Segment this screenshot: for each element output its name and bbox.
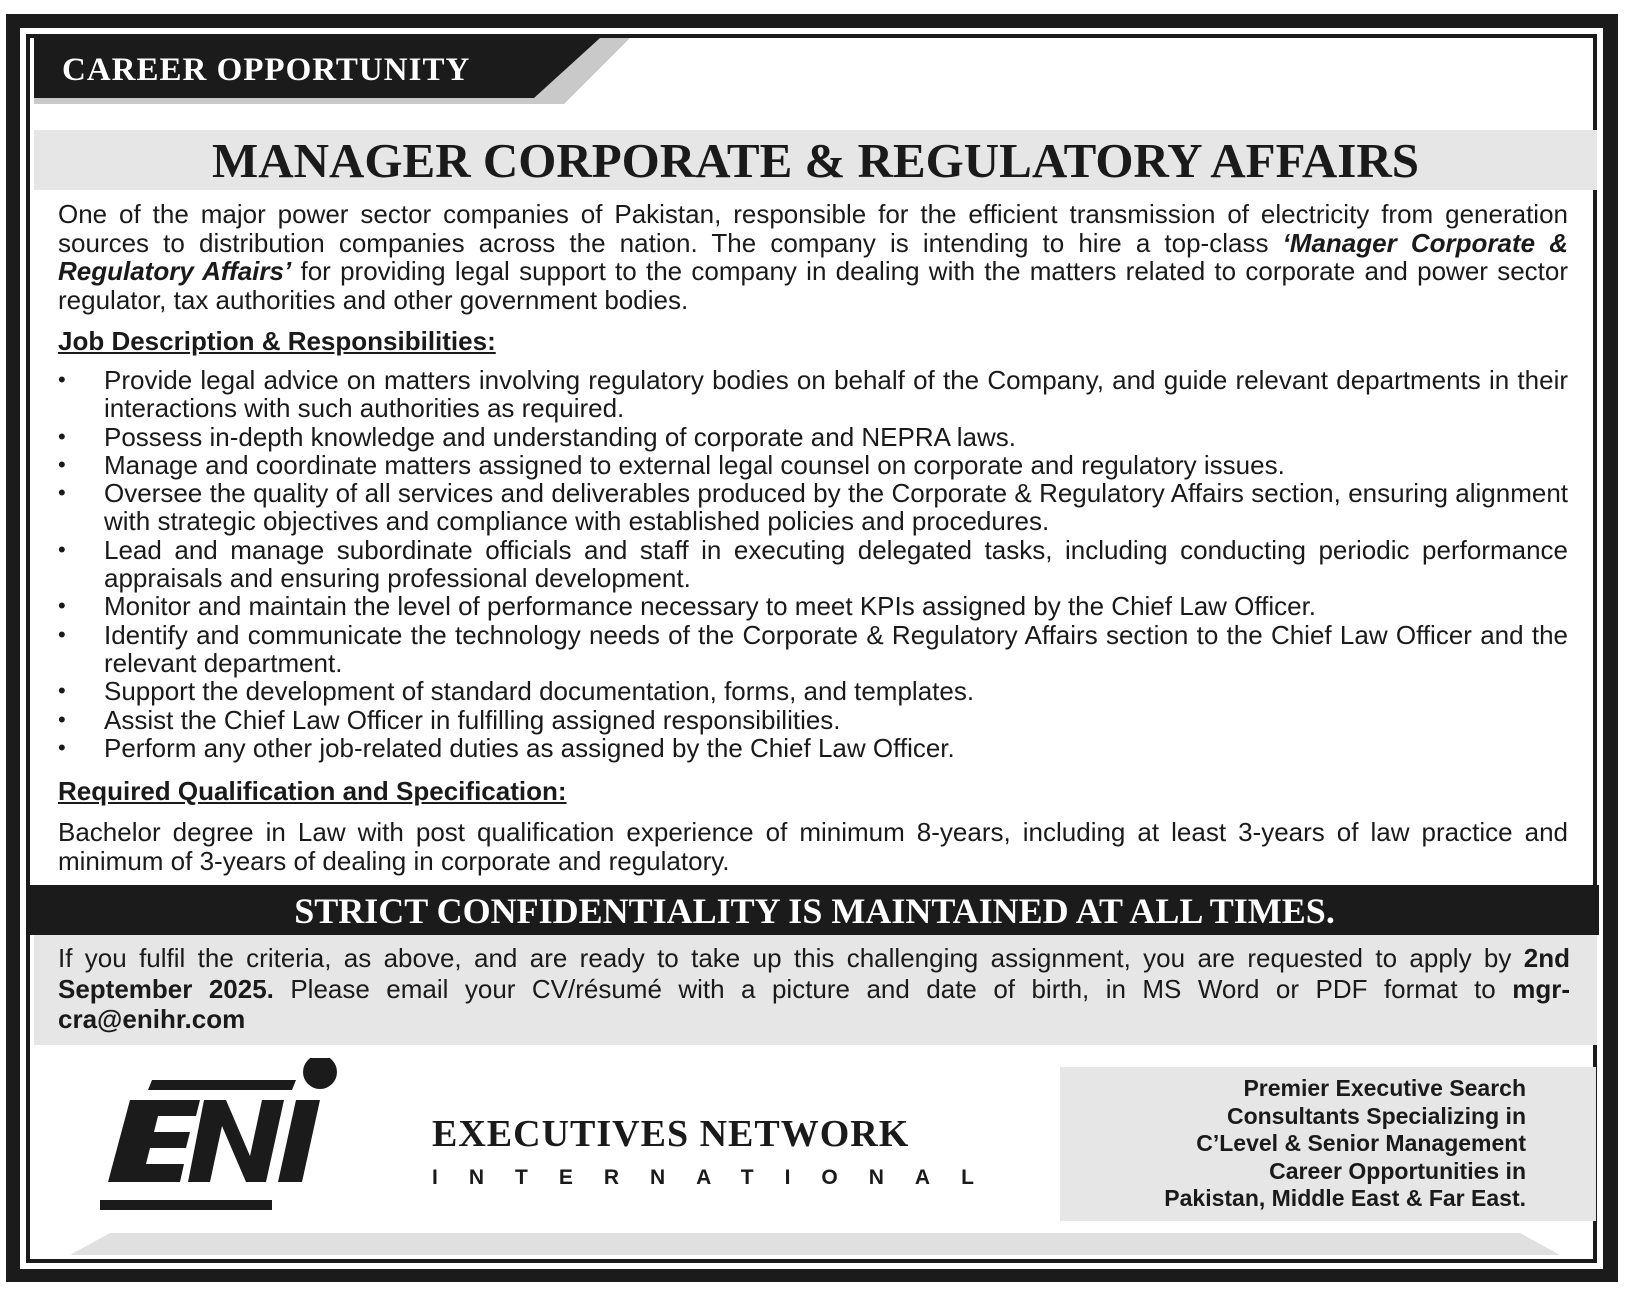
list-item-text: Monitor and maintain the level of performance necessary to meet KPIs assigned by the Chief Law Officer. xyxy=(104,591,1317,622)
list-item-text: Perform any other job-related duties as assigned by the Chief Law Officer. xyxy=(104,732,955,763)
eni-logo xyxy=(100,1058,360,1223)
list-item xyxy=(58,479,1568,536)
confidentiality-text: STRICT CONFIDENTIALITY IS MAINTAINED AT ALL TIMES. xyxy=(294,891,1335,931)
apply-band xyxy=(34,935,1597,1045)
intro-paragraph xyxy=(58,200,1568,314)
list-item-text: Provide legal advice on matters involving regulatory bodies on behalf of the Company, and guide relevant departments in their interactions with such authorities as required. xyxy=(104,365,1568,424)
apply-text-middle: Please email your CV/résumé with a picture and date of birth, in MS Word or PDF format to xyxy=(273,973,1513,1004)
confidentiality-band xyxy=(30,885,1599,935)
bullet-icon: • xyxy=(58,621,66,647)
intro-text-before: One of the major power sector companies of Pakistan, responsible for the efficient transmission of electricity from generation sources to distribution companies across the nation. The company is intending to hire a top-class xyxy=(58,199,1568,258)
qualification-paragraph xyxy=(58,818,1568,875)
qualification-text: Bachelor degree in Law with post qualification experience of minimum 8-years, including at least 3-years of law practice and minimum of 3-years of dealing in corporate and regulatory. xyxy=(58,817,1568,876)
email-link[interactable]: mgr-cra@enihr.com xyxy=(58,973,1570,1034)
qualification-heading: Required Qualification and Specification: xyxy=(58,776,567,806)
responsibilities-heading: Job Description & Responsibilities: xyxy=(58,326,496,356)
bullet-icon: • xyxy=(58,593,66,619)
list-item-text: Lead and manage subordinate officials and staff in executing delegated tasks, including conducting periodic performance appraisals and ensuring professional development. xyxy=(104,534,1568,594)
list-item-text: Oversee the quality of all services and deliverables produced by the Corporate & Regulatory Affairs section, ensuring alignment with strategic objectives and compliance with established policies and procedures. xyxy=(104,478,1568,537)
career-opportunity-tab xyxy=(34,38,630,104)
bullet-icon: • xyxy=(58,706,66,732)
tab-label: CAREER OPPORTUNITY xyxy=(62,52,471,88)
title-band xyxy=(34,130,1597,190)
list-item xyxy=(58,451,1568,479)
position-name: ‘Manager Corporate & Regulatory Affairs’ xyxy=(58,227,1568,286)
tagline-line: Consultants Specializing in xyxy=(1226,1102,1526,1129)
eni-logo-mark xyxy=(100,1058,360,1223)
list-item xyxy=(58,423,1568,451)
list-item xyxy=(58,366,1568,423)
bullet-icon: • xyxy=(58,734,66,760)
bullet-icon: • xyxy=(58,423,66,449)
apply-text-before: If you fulfil the criteria, as above, and are ready to take up this challenging assignment, you are requested to apply by xyxy=(58,943,1524,973)
bullet-icon: • xyxy=(58,536,66,562)
tagline-text xyxy=(1164,1075,1526,1213)
intro-text-after: for providing legal support to the company in dealing with the matters related to corporate and power sector regulator, tax authorities and other government bodies. xyxy=(58,256,1569,315)
tagline-line: Career Opportunities in xyxy=(1269,1157,1526,1184)
bullet-icon: • xyxy=(58,367,66,392)
company-name: EXECUTIVES NETWORK xyxy=(432,1113,910,1155)
bottom-decorative-strip xyxy=(70,1233,1560,1255)
list-item-text: Support the development of standard documentation, forms, and templates. xyxy=(104,676,975,707)
bullet-icon: • xyxy=(58,678,66,704)
list-item xyxy=(58,621,1568,678)
page-title: MANAGER CORPORATE & REGULATORY AFFAIRS xyxy=(212,133,1419,188)
tagline-line: Pakistan, Middle East & Far East. xyxy=(1164,1185,1526,1211)
list-item xyxy=(58,706,1568,734)
tagline-box xyxy=(1060,1067,1596,1221)
list-item xyxy=(58,734,1568,762)
list-item-text: Assist the Chief Law Officer in fulfilling assigned responsibilities. xyxy=(104,704,841,735)
tagline-line: C’Level & Senior Management xyxy=(1196,1130,1526,1156)
bullet-icon: • xyxy=(58,451,66,477)
tagline-line: Premier Executive Search xyxy=(1243,1075,1526,1101)
list-item xyxy=(58,592,1568,620)
apply-paragraph xyxy=(58,943,1570,1035)
company-subtitle: INTERNATIONAL xyxy=(432,1166,1005,1189)
list-item-text: Manage and coordinate matters assigned to external legal counsel on corporate and regulatory issues. xyxy=(104,449,1285,480)
list-item-text: Possess in-depth knowledge and understanding of corporate and NEPRA laws. xyxy=(104,421,1017,452)
bullet-icon: • xyxy=(58,480,66,506)
list-item xyxy=(58,677,1568,705)
responsibilities-list xyxy=(58,366,1568,762)
deadline: 2nd September 2025. xyxy=(58,943,1570,1004)
list-item xyxy=(58,536,1568,593)
list-item-text: Identify and communicate the technology needs of the Corporate & Regulatory Affairs section to the Chief Law Officer and the relevant department. xyxy=(104,619,1568,678)
